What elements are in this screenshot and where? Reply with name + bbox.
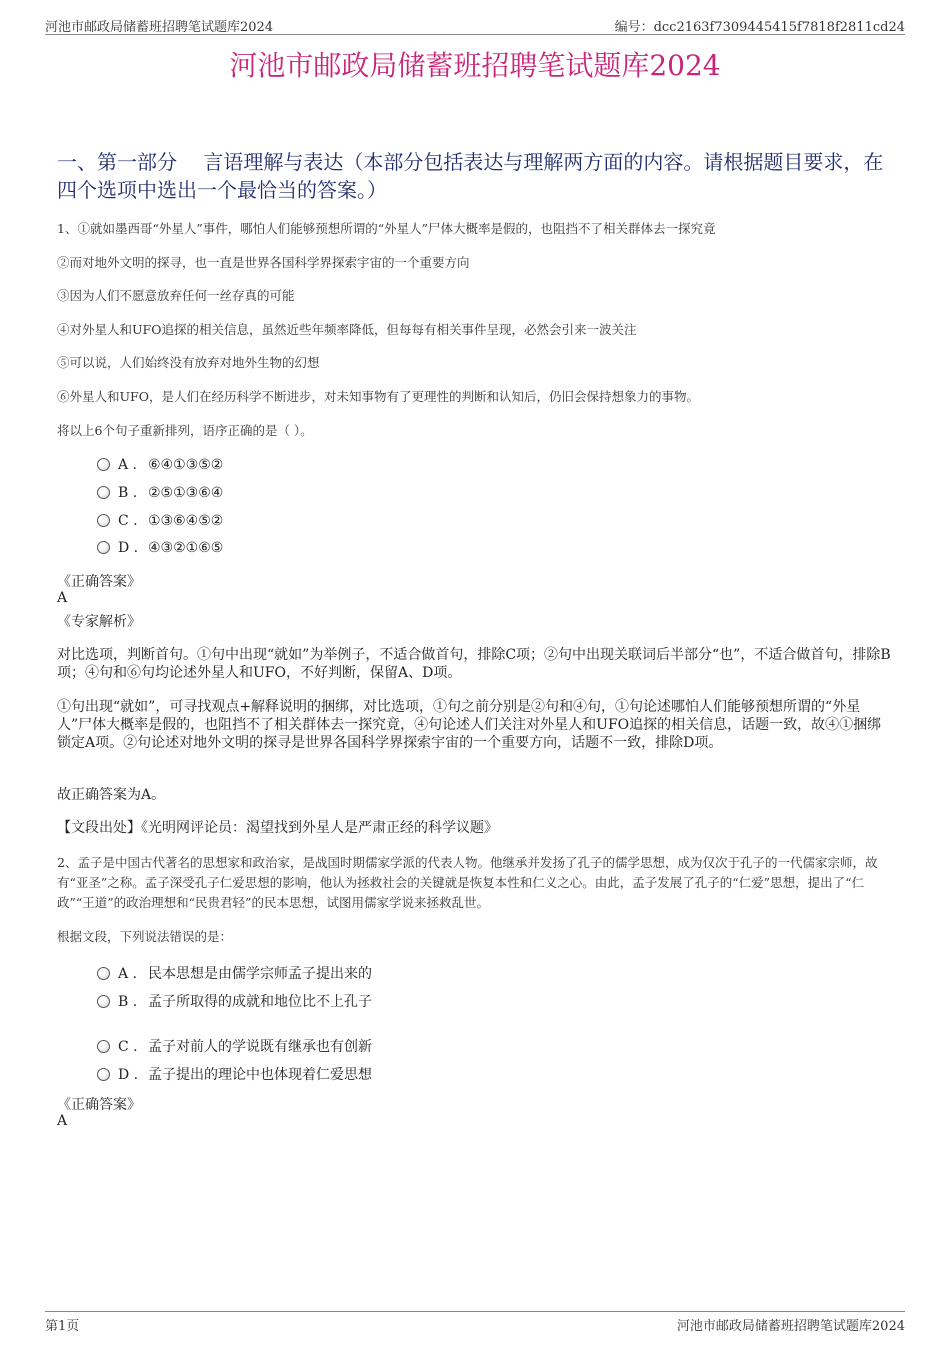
q2-option-c[interactable]	[97, 1036, 372, 1056]
radio-icon[interactable]	[97, 541, 110, 554]
page-number: 第1页	[45, 1319, 80, 1334]
option-text: ②⑤①③⑥④	[148, 485, 224, 501]
q2-stem: 2、孟子是中国古代著名的思想家和政治家，是战国时期儒家学派的代表人物。他继承并发扬了孔子的儒学思想，成为仅次于孔子的一代儒家宗师，故有“亚圣”之称。孟子深受孔子仁爱思想的影响，他认为拯救社会的关键就是恢复本性和仁义之心。由此，孟子发展了孔子的“仁爱”思想，提出了“仁政”“王道”的政治理想和“民贵君轻”的民本思想，试图用儒家学说来拯救乱世。	[57, 855, 878, 910]
q2-answer: A	[57, 1113, 68, 1129]
header-title: 河池市邮政局储蓄班招聘笔试题库2024	[45, 20, 274, 35]
option-text: 孟子提出的理论中也体现着仁爱思想	[148, 1067, 372, 1083]
option-text: 孟子对前人的学说既有继承也有创新	[148, 1039, 372, 1055]
radio-icon[interactable]	[97, 1040, 110, 1053]
q2-option-b[interactable]	[97, 991, 372, 1011]
radio-icon[interactable]	[97, 486, 110, 499]
option-letter: B .	[118, 994, 138, 1010]
q1-analysis-paragraph-1: 对比选项，判断首句。①句中出现“就如”为举例子，不适合做首句，排除C项；②句中出现关联词后半部分“也”，不适合做首句，排除B项；④句和⑥句均论述外星人和UFO，不好判断，保留A、D项。	[57, 647, 891, 681]
q1-option-a[interactable]	[97, 457, 223, 477]
q1-option-d[interactable]	[97, 540, 223, 560]
q1-sentence-4: ④对外星人和UFO追探的相关信息，虽然近些年频率降低，但每每有相关事件呈现，必然会引来一波关注	[57, 322, 637, 337]
q1-sentence-6: ⑥外星人和UFO，是人们在经历科学不断进步，对未知事物有了更理性的判断和认知后，仍旧会保持想象力的事物。	[57, 389, 699, 404]
q1-option-c[interactable]	[97, 513, 223, 533]
q1-sentence-2: ②而对地外文明的探寻，也一直是世界各国科学界探索宇宙的一个重要方向	[57, 255, 470, 270]
option-text: 孟子所取得的成就和地位比不上孔子	[148, 994, 372, 1010]
option-letter: D .	[118, 1067, 139, 1083]
q2-option-d[interactable]	[97, 1064, 372, 1084]
option-text: 民本思想是由儒学宗师孟子提出来的	[148, 966, 372, 982]
radio-icon[interactable]	[97, 1068, 110, 1081]
q1-analysis-paragraph-2: ①句出现“就如”，可寻找观点+解释说明的捆绑，对比选项，①句之前分别是②句和④句，①句论述哪怕人们能够预想所谓的“外星人”尸体大概率是假的，也阻挡不了相关群体去一探究竟，④句论述人们关注对外星人和UFO追探的相关信息，话题一致，故④①捆绑锁定A项。②句论述对地外文明的探寻是世界各国科学界探索宇宙的一个重要方向，话题不一致，排除D项。	[57, 699, 882, 751]
page-header	[45, 14, 905, 35]
footer-title: 河池市邮政局储蓄班招聘笔试题库2024	[676, 1319, 905, 1334]
q1-sentence-3: ③因为人们不愿意放弃任何一丝存真的可能	[57, 288, 295, 303]
q1-option-b[interactable]	[97, 485, 223, 505]
option-letter: A .	[118, 457, 138, 473]
option-letter: D .	[118, 540, 139, 556]
radio-icon[interactable]	[97, 995, 110, 1008]
q2-prompt: 根据文段，下列说法错误的是：	[57, 929, 233, 944]
document-id: 编号：dcc2163f7309445415f7818f2811cd24	[614, 20, 905, 35]
q1-sentence-1: 1、①就如墨西哥“外星人”事件，哪怕人们能够预想所谓的“外星人”尸体大概率是假的，也阻挡不了相关群体去一探究竟	[57, 221, 716, 236]
option-letter: B .	[118, 485, 138, 501]
q1-answer: A	[57, 590, 68, 606]
radio-icon[interactable]	[97, 967, 110, 980]
option-letter: C .	[118, 1039, 138, 1055]
q1-conclusion: 故正确答案为A。	[57, 787, 166, 803]
option-text: ①③⑥④⑤②	[148, 513, 224, 529]
radio-icon[interactable]	[97, 514, 110, 527]
radio-icon[interactable]	[97, 458, 110, 471]
q1-source: 【文段出处】《光明网评论员：渴望找到外星人是严肃正经的科学议题》	[57, 820, 498, 836]
q1-sentence-5: ⑤可以说，人们始终没有放弃对地外生物的幻想	[57, 355, 320, 370]
section-heading: 一、第一部分 言语理解与表达（本部分包括表达与理解两方面的内容。请根据题目要求，在四个选项中选出一个最恰当的答案。）	[57, 150, 884, 202]
page-footer	[45, 1311, 905, 1332]
q1-prompt: 将以上6个句子重新排列，语序正确的是（ ）。	[57, 423, 313, 438]
q2-answer-label: 《正确答案》	[57, 1097, 141, 1113]
q1-answer-label: 《正确答案》	[57, 574, 141, 590]
q2-option-a[interactable]	[97, 963, 372, 983]
option-text: ④③②①⑥⑤	[148, 540, 224, 556]
page-title: 河池市邮政局储蓄班招聘笔试题库2024	[229, 49, 721, 82]
option-letter: C .	[118, 513, 138, 529]
option-text: ⑥④①③⑤②	[148, 457, 224, 473]
q1-analysis-label: 《专家解析》	[57, 614, 141, 630]
option-letter: A .	[118, 966, 138, 982]
